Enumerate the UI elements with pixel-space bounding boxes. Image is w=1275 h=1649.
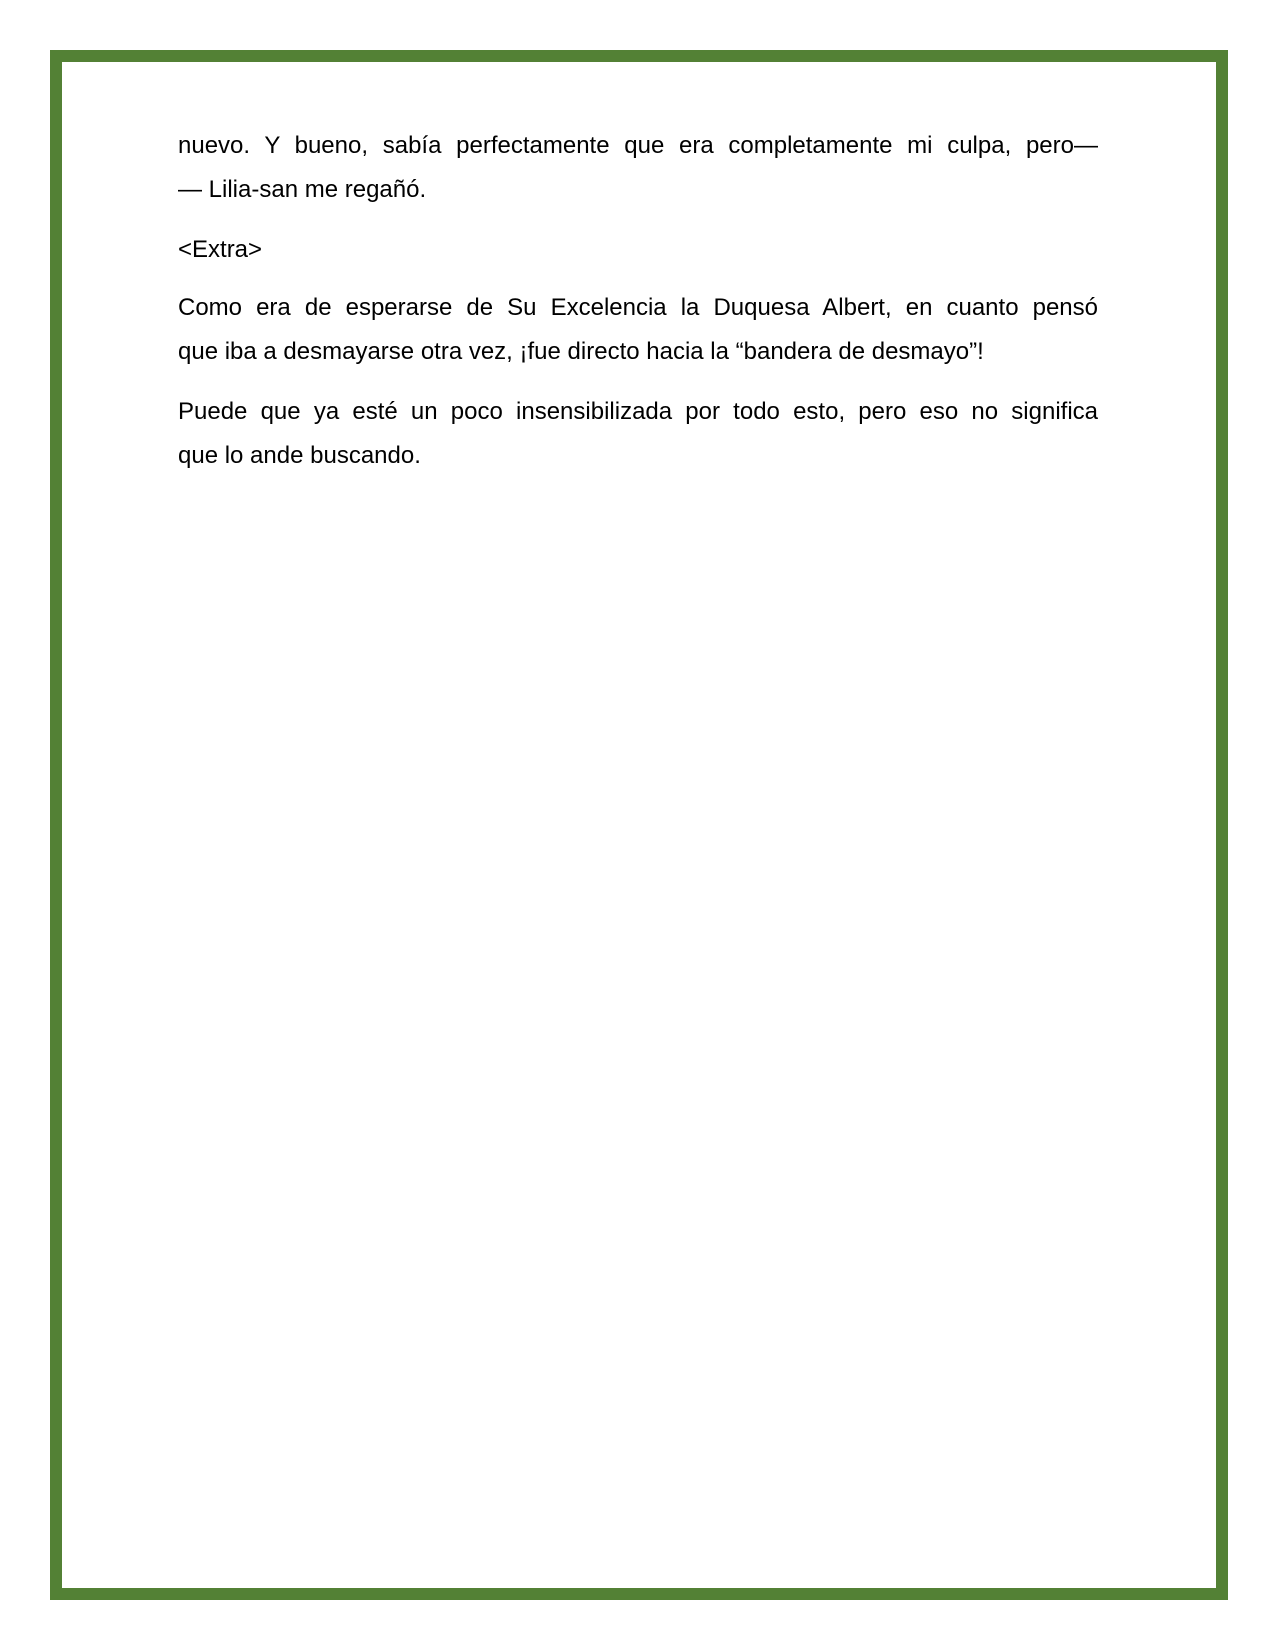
paragraph-3 bbox=[178, 286, 1098, 374]
paragraph-line: <Extra> bbox=[178, 236, 263, 263]
paragraph-line: Puede que ya esté un poco insensibilizada por todo esto, pero eso no significa bbox=[178, 398, 1098, 425]
paragraph-line: Como era de esperarse de Su Excelencia la Duquesa Albert, en cuanto pensó bbox=[178, 294, 1098, 321]
paragraph-4 bbox=[178, 390, 1098, 478]
paragraph-line: que iba a desmayarse otra vez, ¡fue directo hacia la “bandera de desmayo”! bbox=[178, 338, 984, 365]
paragraph-1 bbox=[178, 124, 1098, 212]
page-body bbox=[178, 124, 1098, 494]
paragraph-line: nuevo. Y bueno, sabía perfectamente que era completamente mi culpa, pero— bbox=[178, 132, 1098, 159]
paragraph-line: — Lilia-san me regañó. bbox=[178, 176, 427, 203]
section-heading-extra bbox=[178, 228, 1098, 272]
paragraph-line: que lo ande buscando. bbox=[178, 442, 421, 469]
